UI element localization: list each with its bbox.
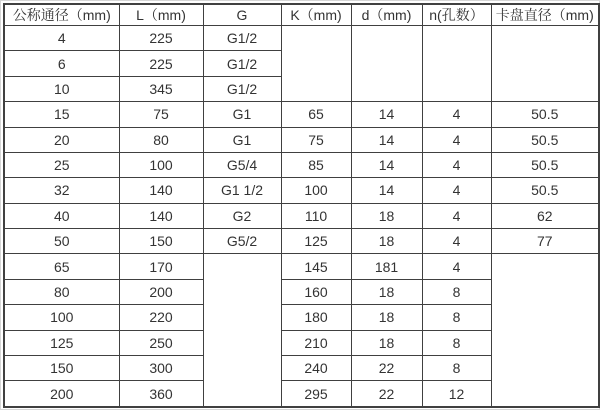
table-cell: 181 [351,254,422,279]
merged-empty-cell-chuck-lower [491,254,599,407]
merged-empty-cell-d [351,26,422,102]
table-cell: 240 [281,355,351,380]
table-cell: 18 [351,279,422,304]
merged-empty-cell-n [422,26,491,102]
table-cell: 75 [281,127,351,152]
col-header-chuck-diameter: 卡盘直径（mm) [491,4,599,26]
col-header-n-holes: n(孔数） [422,4,491,26]
table-cell: 225 [119,51,203,76]
table-row [4,203,599,228]
table-cell: 360 [119,381,203,407]
table-cell: 15 [4,102,119,127]
col-header-nominal-diameter: 公称通径（mm) [4,4,119,26]
table-cell: 25 [4,152,119,177]
table-cell: 110 [281,203,351,228]
table-cell: 4 [422,229,491,254]
table-cell: 100 [4,305,119,330]
table-cell: 170 [119,254,203,279]
table-cell: 225 [119,26,203,51]
table-cell: 100 [281,178,351,203]
col-header-d: d（mm) [351,4,422,26]
table-cell: G1/2 [203,26,281,51]
table-cell: 10 [4,76,119,101]
table-row [4,127,599,152]
col-header-G: G [203,4,281,26]
table-row [4,254,599,279]
table-cell: 140 [119,178,203,203]
table-cell: 4 [422,102,491,127]
table-cell: 40 [4,203,119,228]
table-cell: G2 [203,203,281,228]
table-cell: 65 [4,254,119,279]
table-cell: 125 [4,330,119,355]
merged-empty-cell-chuck [491,26,599,102]
merged-empty-cell-G [203,254,281,407]
table-cell: 6 [4,51,119,76]
table-cell: G1 [203,102,281,127]
table-cell: 50.5 [491,152,599,177]
table-cell: 65 [281,102,351,127]
table-cell: 18 [351,229,422,254]
table-cell: 8 [422,279,491,304]
table-cell: G5/4 [203,152,281,177]
table-cell: 14 [351,178,422,203]
table-cell: 150 [4,355,119,380]
table-cell: 77 [491,229,599,254]
table-cell: 8 [422,330,491,355]
table-cell: 50.5 [491,102,599,127]
table-cell: 22 [351,355,422,380]
table-cell: 220 [119,305,203,330]
table-cell: 200 [4,381,119,407]
header-row [4,4,599,26]
table-cell: 18 [351,305,422,330]
table-cell: 180 [281,305,351,330]
table-cell: 4 [422,127,491,152]
col-header-L: L（mm) [119,4,203,26]
table-cell: 14 [351,102,422,127]
table-cell: 160 [281,279,351,304]
table-cell: 80 [119,127,203,152]
table-cell: 22 [351,381,422,407]
table-cell: 100 [119,152,203,177]
table-cell: G5/2 [203,229,281,254]
spec-table [3,3,600,408]
table-cell: 8 [422,355,491,380]
table-row [4,152,599,177]
table-cell: 140 [119,203,203,228]
table-row [4,229,599,254]
table-cell: 200 [119,279,203,304]
table-cell: 80 [4,279,119,304]
col-header-K: K（mm) [281,4,351,26]
table-row [4,102,599,127]
table-cell: 4 [422,203,491,228]
table-cell: 250 [119,330,203,355]
table-row [4,178,599,203]
table-cell: 50 [4,229,119,254]
table-cell: G1 1/2 [203,178,281,203]
table-cell: 50.5 [491,127,599,152]
table-cell: 50.5 [491,178,599,203]
merged-empty-cell-K [281,26,351,102]
table-cell: 210 [281,330,351,355]
table-cell: 14 [351,152,422,177]
table-cell: 18 [351,203,422,228]
table-cell: G1/2 [203,76,281,101]
table-cell: 150 [119,229,203,254]
table-cell: 4 [422,254,491,279]
table-cell: G1/2 [203,51,281,76]
table-cell: 4 [422,178,491,203]
table-cell: 8 [422,305,491,330]
table-row [4,26,599,51]
table-cell: 85 [281,152,351,177]
table-cell: G1 [203,127,281,152]
table-cell: 345 [119,76,203,101]
table-cell: 32 [4,178,119,203]
table-cell: 125 [281,229,351,254]
table-cell: 18 [351,330,422,355]
table-cell: 4 [4,26,119,51]
table-cell: 14 [351,127,422,152]
table-cell: 295 [281,381,351,407]
table-cell: 20 [4,127,119,152]
table-cell: 75 [119,102,203,127]
table-cell: 145 [281,254,351,279]
table-cell: 4 [422,152,491,177]
table-cell: 300 [119,355,203,380]
table-cell: 12 [422,381,491,407]
table-cell: 62 [491,203,599,228]
